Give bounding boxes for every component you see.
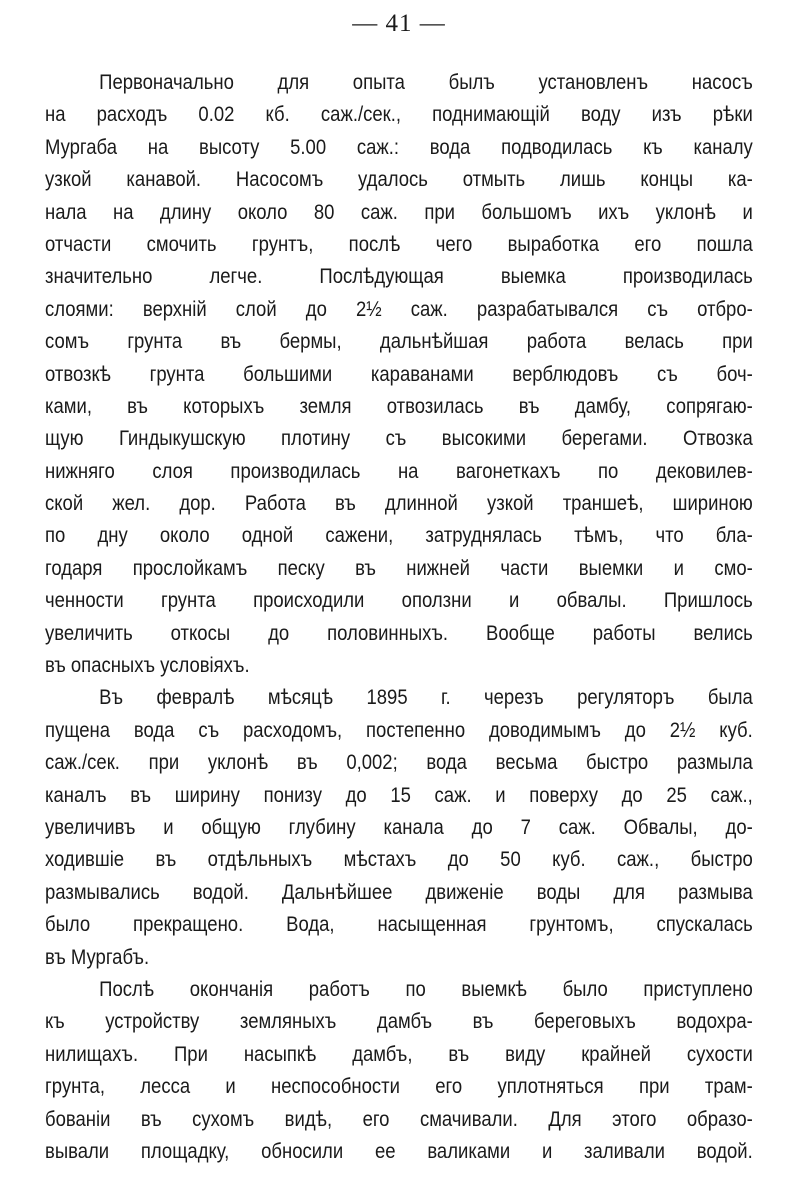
text-line: Въ февралѣ мѣсяцѣ 1895 г. черезъ регуляторъ была [99,685,753,710]
text-line: значительно легче. Послѣдующая выемка производилась [45,264,753,289]
text-line: грунта, лесса и неспособности его уплотняться при трам- [45,1074,753,1099]
text-line: увеличивъ и общую глубину канала до 7 саж. Обвалы, до- [45,814,753,839]
text-line: ходившіе въ отдѣльныхъ мѣстахъ до 50 куб. саж., быстро [45,847,753,872]
paragraph-1 [45,66,753,681]
text-line: слоями: верхній слой до 2½ саж. разрабатывался съ отбро- [45,296,753,321]
text-line: саж./сек. при уклонѣ въ 0,002; вода весьма быстро размыла [45,750,753,775]
text-line: годаря прослойкамъ песку въ нижней части выемки и смо- [45,555,753,580]
text-line: нилищахъ. При насыпкѣ дамбъ, въ виду крайней сухости [45,1041,753,1066]
paragraph-2 [45,681,753,973]
text-line: вывали площадку, обносили ее валиками и заливали водой. [45,1138,753,1163]
text-line: пущена вода съ расходомъ, постепенно доводимымъ до 2½ куб. [45,717,753,742]
text-line: отвозкѣ грунта большими караванами верблюдовъ съ боч- [45,361,753,386]
paragraph-3 [45,973,753,1167]
text-line: ками, въ которыхъ земля отвозилась въ дамбу, сопрягаю- [45,393,753,418]
text-line: было прекращено. Вода, насыщенная грунтомъ, спускалась [45,912,753,937]
text-line: на расходъ 0.02 кб. саж./сек., поднимающій воду изъ рѣки [45,102,753,127]
text-line: въ Мургабъ. [45,944,150,969]
text-line: нала на длину около 80 саж. при большомъ ихъ уклонѣ и [45,199,753,224]
text-line: щую Гиндыкушскую плотину съ высокими берегами. Отвозка [45,426,753,451]
text-line: Первоначально для опыта былъ установленъ насосъ [99,70,753,94]
text-line: размывались водой. Дальнѣйшее движеніе воды для размыва [45,879,753,904]
text-line: увеличить откосы до половинныхъ. Вообще работы велись [45,620,753,645]
text-line: каналъ въ ширину понизу до 15 саж. и поверху до 25 саж., [45,782,753,807]
text-line: ской жел. дор. Работа въ длинной узкой траншеѣ, шириною [45,491,753,516]
text-line: по дну около одной сажени, затруднялась тѣмъ, что бла- [45,523,753,548]
text-line: сомъ грунта въ бермы, дальнѣйшая работа велась при [45,329,753,354]
text-line: бованіи въ сухомъ видѣ, его смачивали. Для этого образо- [45,1106,753,1131]
text-line: ченности грунта происходили оползни и обвалы. Пришлось [45,588,753,613]
body-text [45,66,753,1167]
text-line: Мургаба на высоту 5.00 саж.: вода подводилась къ каналу [45,134,753,159]
text-line: къ устройству земляныхъ дамбъ въ береговыхъ водохра- [45,1009,753,1034]
text-line: Послѣ окончанія работъ по выемкѣ было приступлено [99,976,753,1001]
text-line: узкой канавой. Насосомъ удалось отмыть лишь концы ка- [45,167,753,192]
page-number: — 41 — [352,10,446,37]
text-line: въ опасныхъ условіяхъ. [45,653,250,678]
text-line: отчасти смочить грунтъ, послѣ чего выработка его пошла [45,231,753,256]
text-line: нижняго слоя производилась на вагонеткахъ по дековилев- [45,458,753,483]
